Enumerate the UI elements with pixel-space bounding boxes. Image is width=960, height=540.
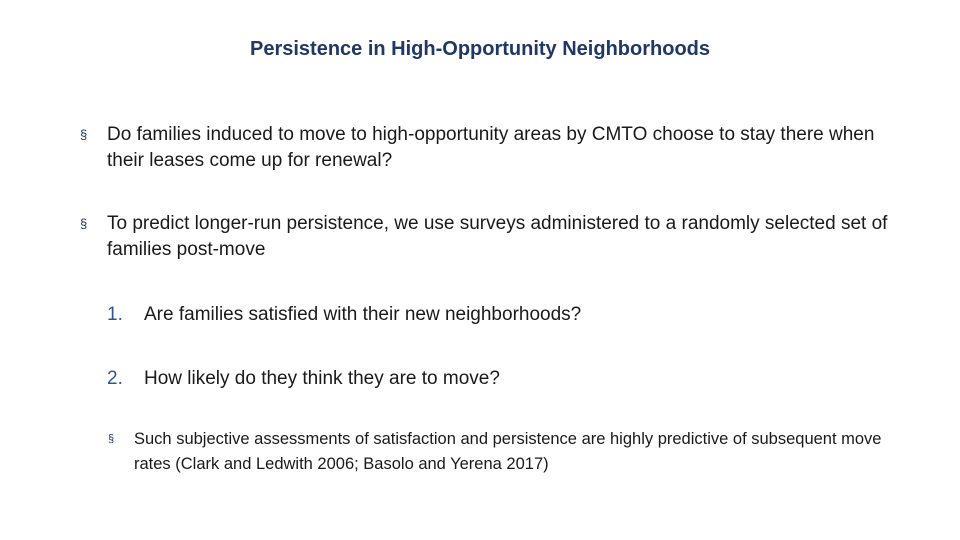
bullet-marker: § <box>80 127 88 142</box>
bullet-marker: § <box>108 433 115 445</box>
numbered-item-2 <box>107 366 907 392</box>
bullet-marker: § <box>80 216 88 231</box>
item-number: 1. <box>107 304 123 325</box>
bullet-item-1 <box>80 122 900 174</box>
sub-bullet-text: Such subjective assessments of satisfaction and persistence are highly predictive of subsequent move rates (Clark and Ledwith 2006; Basolo and Yerena 2017) <box>134 430 882 473</box>
bullet-text: To predict longer-run persistence, we use surveys administered to a randomly selected set of families post-move <box>107 213 888 260</box>
bullet-text: Do families induced to move to high-opportunity areas by CMTO choose to stay there when their leases come up for renewal? <box>107 124 875 171</box>
sub-bullet-item <box>108 427 898 477</box>
numbered-text: Are families satisfied with their new neighborhoods? <box>144 304 582 325</box>
numbered-text: How likely do they think they are to move? <box>144 368 500 389</box>
slide-title: Persistence in High-Opportunity Neighborhoods <box>249 38 711 60</box>
bullet-item-2 <box>80 211 900 263</box>
numbered-item-1 <box>107 302 907 328</box>
item-number: 2. <box>107 368 123 389</box>
